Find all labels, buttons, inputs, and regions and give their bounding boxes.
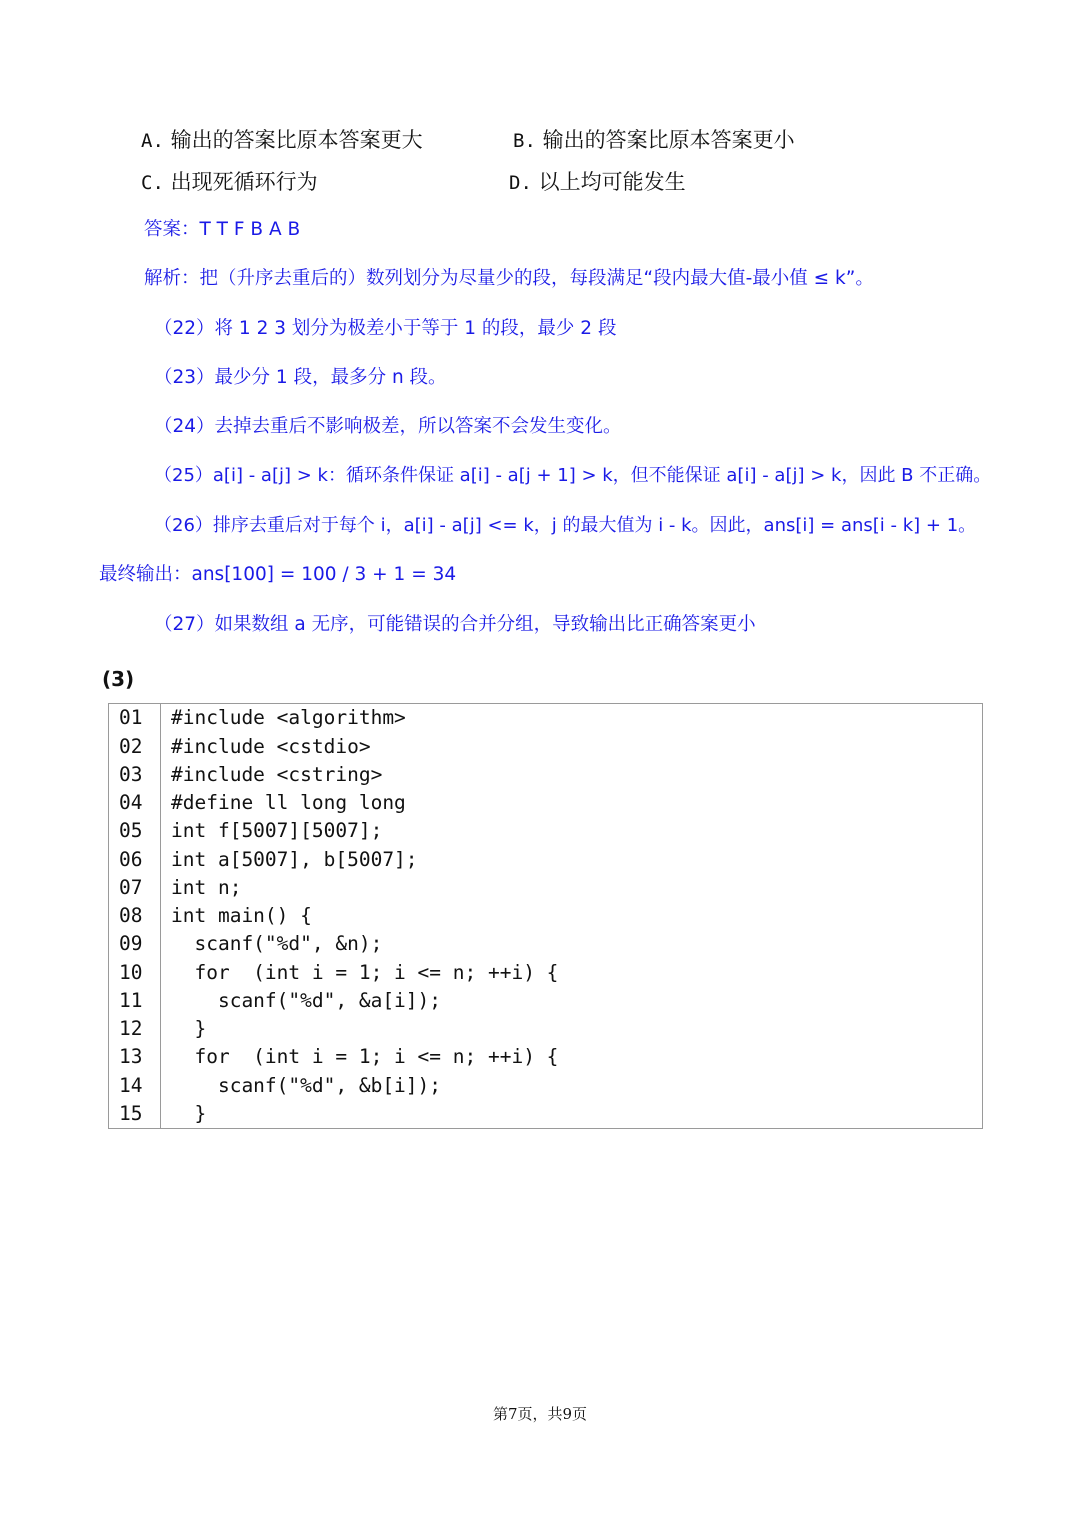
code-text: int main() { [171, 904, 312, 927]
line-number: 07 [119, 876, 143, 899]
code-line [109, 902, 982, 930]
option-text: 以上均可能发生 [538, 170, 686, 194]
note-23: （23）最少分 1 段，最多分 n 段。 [154, 367, 447, 388]
line-number: 08 [119, 904, 143, 927]
code-text: #include <algorithm> [171, 706, 406, 729]
code-text: #define ll long long [171, 791, 406, 814]
line-number: 02 [119, 735, 143, 758]
option-letter: C. [141, 172, 164, 194]
option-c [141, 168, 318, 197]
option-letter: B. [513, 130, 536, 152]
explanation-line: 解析：把（升序去重后的）数列划分为尽量少的段，每段满足“段内最大值-最小值 ≤ k”。 [144, 268, 874, 289]
code-line [109, 704, 982, 732]
code-line [109, 761, 982, 789]
line-number: 06 [119, 848, 143, 871]
option-text: 出现死循环行为 [170, 170, 318, 194]
code-text: for (int i = 1; i <= n; ++i) { [171, 961, 559, 984]
code-text: #include <cstring> [171, 763, 383, 786]
note-26: （26）排序去重后对于每个 i，a[i] - a[j] <= k，j 的最大值为 i - k。因此，ans[i] = ans[i - k] + 1。 [154, 515, 977, 536]
note-24: （24）去掉去重后不影响极差，所以答案不会发生变化。 [154, 416, 622, 437]
option-letter: D. [509, 172, 532, 194]
code-line [109, 874, 982, 902]
code-line [109, 1015, 982, 1043]
page-footer: 第7页，共9页 [492, 1405, 588, 1423]
code-text: int a[5007], b[5007]; [171, 848, 418, 871]
code-text: scanf("%d", &a[i]); [171, 989, 442, 1012]
line-number: 13 [119, 1045, 143, 1068]
code-line [109, 846, 982, 874]
line-number: 15 [119, 1102, 143, 1125]
option-a [141, 126, 423, 155]
option-d [509, 168, 686, 197]
line-number: 14 [119, 1074, 143, 1097]
code-text: scanf("%d", &n); [171, 932, 383, 955]
code-line [109, 959, 982, 987]
code-text: #include <cstdio> [171, 735, 371, 758]
note-25: （25）a[i] - a[j] > k：循环条件保证 a[i] - a[j + 1] > k，但不能保证 a[i] - a[j] > k，因此 B 不正确。 [154, 465, 992, 486]
option-b [513, 126, 795, 155]
code-line [109, 930, 982, 958]
answer-line: 答案：T T F B A B [144, 219, 301, 240]
code-line [109, 817, 982, 845]
final-output-line: 最终输出：ans[100] = 100 / 3 + 1 = 34 [99, 564, 457, 585]
option-text: 输出的答案比原本答案更大 [170, 128, 423, 152]
code-text: } [171, 1017, 207, 1040]
code-listing [108, 703, 983, 1129]
code-text: int f[5007][5007]; [171, 819, 383, 842]
line-number: 12 [119, 1017, 143, 1040]
code-text: } [171, 1102, 207, 1125]
option-text: 输出的答案比原本答案更小 [542, 128, 795, 152]
section-label: (3) [102, 667, 135, 691]
option-letter: A. [141, 130, 164, 152]
code-text: for (int i = 1; i <= n; ++i) { [171, 1045, 559, 1068]
code-line [109, 1072, 982, 1100]
line-number: 01 [119, 706, 143, 729]
line-number: 05 [119, 819, 143, 842]
line-number: 11 [119, 989, 143, 1012]
note-27: （27）如果数组 a 无序，可能错误的合并分组，导致输出比正确答案更小 [154, 614, 756, 635]
line-number: 10 [119, 961, 143, 984]
code-line [109, 1043, 982, 1071]
code-line [109, 789, 982, 817]
line-number: 04 [119, 791, 143, 814]
code-line [109, 987, 982, 1015]
line-number: 03 [119, 763, 143, 786]
code-text: scanf("%d", &b[i]); [171, 1074, 442, 1097]
line-number: 09 [119, 932, 143, 955]
code-line [109, 733, 982, 761]
note-22: （22）将 1 2 3 划分为极差小于等于 1 的段，最少 2 段 [154, 318, 617, 339]
code-line [109, 1100, 982, 1128]
code-text: int n; [171, 876, 242, 899]
